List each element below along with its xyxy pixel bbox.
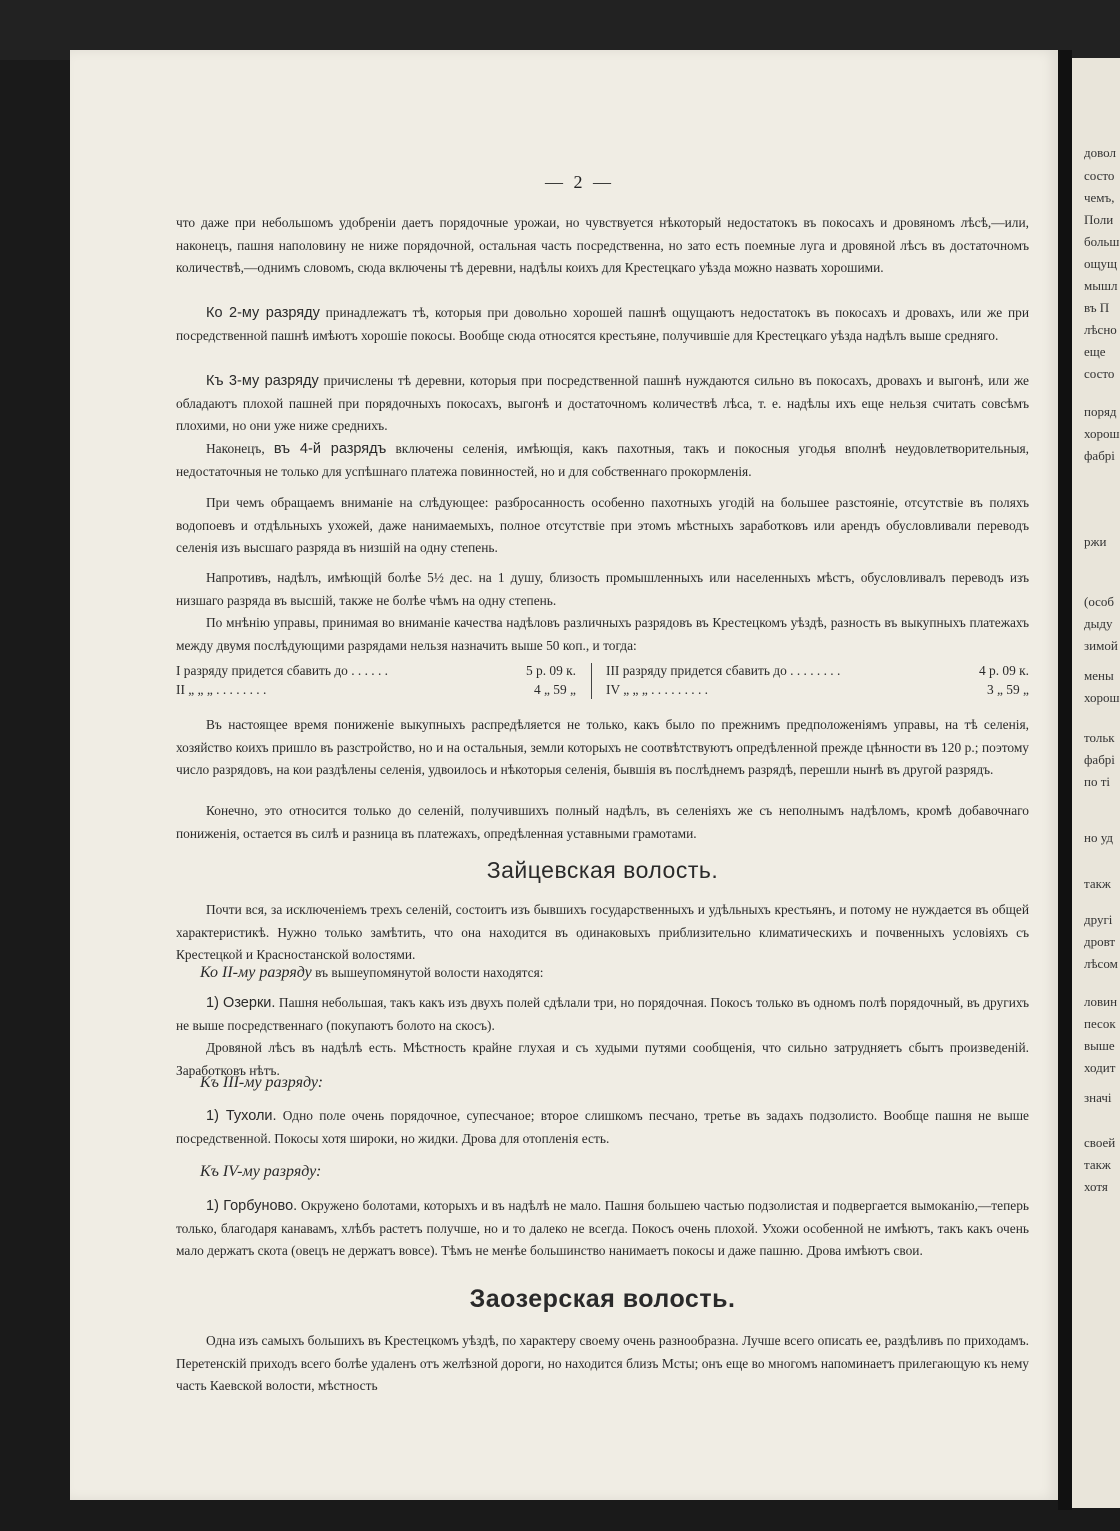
adjacent-page-text: выше (1084, 1038, 1115, 1053)
paragraph-text: Напротивъ, надѣлъ, имѣющій болѣе 5½ дес. на 1 душу, близость промышленныхъ или населенныхъ мѣстъ, обусловливалъ переводъ изъ низшаго разряда въ высшій, также не болѣе чѣмъ на одну степень. (176, 570, 1029, 608)
paragraph-text: Наконецъ, (206, 441, 274, 456)
adjacent-page-text: такж (1084, 876, 1111, 891)
section-heading-zaozerskaya: Заозерская волость. (469, 1285, 736, 1313)
paragraph-text: Пашня небольшая, такъ какъ изъ двухъ полей сдѣлали три, но порядочная. Покосъ только въ одномъ полѣ порядочный, въ другихъ не выше посредственнаго (покупаютъ болото на скосъ). (176, 995, 1030, 1033)
rate-row-3: III разряду придется сбавить до . . . . . . . . 4 р. 09 к. (606, 663, 1029, 678)
adjacent-page-text: другі (1084, 912, 1113, 927)
paragraph-category-3 (176, 370, 1029, 438)
adjacent-page-text: состо (1084, 168, 1115, 183)
paragraph-10 (176, 899, 1029, 967)
adjacent-page-text: значі (1084, 1090, 1112, 1105)
paragraph-category-2 (176, 302, 1029, 347)
village-name: 1) Горбуново. (206, 1198, 298, 1214)
adjacent-page-text: хорош (1084, 690, 1120, 705)
adjacent-page-text: мены (1084, 668, 1114, 683)
page-number: — 2 — (545, 172, 614, 192)
adjacent-page-text: ловин (1084, 994, 1118, 1009)
section-heading-zaitsevskaya: Зайцевская волость. (486, 857, 719, 883)
paragraph-text: Одна изъ самыхъ большихъ въ Крестецкомъ уѣздѣ, по характеру своему очень разнообразна. Лучше всего описать ее, раздѣливъ по приходамъ. Перетенскій приходъ всего болѣе удаленъ отъ желѣзной дороги, но находится близъ Мсты; онъ еще во многомъ напоминаетъ прилегающую къ нему часть Каевской волости, мѣстность (176, 1333, 1029, 1393)
paragraph-text: что даже при небольшомъ удобреніи даетъ порядочные урожаи, но чувствуется нѣкоторый недостатокъ въ покосахъ и дровяномъ лѣсѣ,—или, наконецъ, пашня наполовину не ниже порядочной, остальная часть посредственна, но зато есть поемные луга и дровяной лѣсъ въ достаточномъ количествѣ,—однимъ словомъ, сюда включены тѣ деревни, надѣлы коихъ для Крестецкаго уѣзда можно назвать хорошими. (176, 215, 1029, 275)
adjacent-page-text: еще (1084, 344, 1106, 359)
paragraph-text: По мнѣнію управы, принимая во вниманіе качества надѣловъ различныхъ разрядовъ въ Крестецкомъ уѣздѣ, разность въ выкупныхъ платежахъ между двумя послѣдующими разрядами нельзя назначить выше 50 коп., и тогда: (176, 615, 1029, 653)
adjacent-page-text: по ті (1084, 774, 1110, 789)
adjacent-page-text: зимой (1084, 638, 1118, 653)
rate-divider (591, 663, 592, 699)
paragraph-5 (176, 492, 1029, 560)
paragraph-7 (176, 612, 1029, 657)
adjacent-page-text: такж (1084, 1157, 1111, 1172)
adjacent-page-text: (особ (1084, 594, 1115, 609)
paragraph-11 (176, 1330, 1029, 1398)
paragraph-text: Въ настоящее время пониженіе выкупныхъ распредѣляется не только, какъ было по прежнимъ предположеніямъ управы, на тѣ селенія, хозяйство коихъ пришло въ разстройство, но и на остальныя, земли которыхъ не соотвѣтствуютъ опредѣленной прежде цѣнности въ 120 р.; поэтому число разрядовъ, на кои раздѣлены селенія, удвоилось и нѣкоторыя селенія, бывшія въ послѣднемъ разрядѣ, перешли нынѣ въ другой разрядъ. (176, 717, 1029, 777)
adjacent-page-text: хотя (1084, 1179, 1108, 1194)
paragraph-text: причислены тѣ деревни, которыя при посредственной пашнѣ нуждаются сильно въ покосахъ, дровахъ и выгонѣ, или же обладаютъ плохой пашней при порядочныхъ покосахъ, выгонѣ и достаточномъ количествѣ лѣса, т. е. надѣлы ихъ еще нельзя считать совсѣмъ плохими, но они уже ниже среднихъ. (176, 373, 1029, 433)
adjacent-page-text: песок (1084, 1016, 1116, 1031)
book-gutter (1058, 50, 1072, 1510)
adjacent-page-text: ощущ (1084, 256, 1118, 271)
adjacent-page-text: довол (1084, 145, 1116, 160)
adjacent-page-fragment (1072, 58, 1120, 1508)
paragraph-text: принадлежатъ тѣ, которыя при довольно хорошей пашнѣ ощущаютъ недостатокъ въ покосахъ и дровахъ, или же при посредственной пашнѣ имѣютъ хорошіе покосы. Вообще сюда относятся крестьяне, получившіе для Крестецкаго уѣзда надѣлъ выше средняго. (176, 305, 1029, 343)
paragraph-8 (176, 714, 1029, 782)
adjacent-page-text: ходит (1084, 1060, 1116, 1075)
adjacent-page-text: но уд (1084, 830, 1114, 845)
rate-row-4: IV „ „ „ . . . . . . . . . 3 „ 59 „ (606, 682, 1029, 697)
paragraph-6 (176, 567, 1029, 612)
subheading-category-4: Къ IV-му разряду: (200, 1163, 322, 1180)
adjacent-page-text: въ П (1084, 300, 1110, 315)
paragraph-9 (176, 800, 1029, 845)
adjacent-page-text: чемъ, (1084, 190, 1115, 205)
village-name: 1) Озерки. (206, 995, 276, 1011)
rate-row-1: I разряду придется сбавить до . . . . . . 5 р. 09 к. (176, 663, 576, 678)
adjacent-page-text: хорош (1084, 426, 1120, 441)
adjacent-page-text: ржи (1084, 534, 1107, 549)
adjacent-page-text: своей (1084, 1135, 1116, 1150)
item-tukholi (176, 1105, 1029, 1150)
adjacent-page-text: фабрі (1084, 752, 1115, 767)
adjacent-page-text: больш (1084, 234, 1120, 249)
paragraph-text: Окружено болотами, которыхъ и въ надѣлѣ не мало. Пашня большею частью подзолистая и подвергается вымоканію,—теперь только, благодаря канавамъ, хлѣбъ растетъ получше, но и то далеко не всегда. Покосъ очень плохой. Ухожи особенной не имѣютъ, такъ какъ очень мало держатъ скота (овецъ не держатъ вовсе). Тѣмъ не менѣе большинство нанимаетъ покосы и даже пашню. Дрова имѣютъ свои. (176, 1198, 1030, 1258)
item-gorbunovo (176, 1195, 1029, 1263)
category-label: въ 4-й разрядъ (273, 441, 387, 457)
adjacent-page-text: лѣсом (1084, 956, 1118, 971)
adjacent-page-text: дровт (1084, 934, 1116, 949)
rate-row-2: II „ „ „ . . . . . . . . 4 „ 59 „ (176, 682, 576, 697)
category-label: Ко 2-му разряду (206, 305, 320, 321)
adjacent-page-text: фабрі (1084, 448, 1115, 463)
item-ozerki (176, 992, 1029, 1082)
adjacent-page-text: лѣсно (1084, 322, 1117, 337)
paragraph-text: Конечно, это относится только до селеній, получившихъ полный надѣлъ, въ селеніяхъ же съ неполнымъ надѣломъ, кромѣ добавочнаго пониженія, остается въ силѣ и разница въ платежахъ, опредѣленная уставными грамотами. (176, 803, 1029, 841)
adjacent-page-text: дыду (1084, 616, 1113, 631)
adjacent-page-text: поряд (1084, 404, 1117, 419)
paragraph-text: Одно поле очень порядочное, супесчаное; второе слишкомъ песчано, третье въ задахъ подзолисто. Вообще пашня не выше посредственной. Покосы хотя широки, но жидки. Дрова для отопленія есть. (176, 1108, 1029, 1146)
category-label: Къ 3-му разряду (206, 373, 319, 389)
adjacent-page-text: тольк (1084, 730, 1115, 745)
adjacent-page-text: Поли (1084, 212, 1114, 227)
paragraph-text: Почти вся, за исключеніемъ трехъ селеній, состоитъ изъ бывшихъ государственныхъ и удѣльныхъ крестьянъ, и потому не нуждается въ общей характеристикѣ. Нужно только замѣтить, что она находится въ одинаковыхъ приблизительно климатическихъ и почвенныхъ условіяхъ съ Крестецкой и Красностанской волостями. (176, 902, 1029, 962)
paragraph-text: Дровяной лѣсъ въ надѣлѣ есть. Мѣстность крайне глухая и съ худыми путями сообщенія, что сильно затрудняетъ сбытъ произведеній. Заработковъ нѣтъ. (176, 1040, 1029, 1078)
adjacent-page-text: мышл (1084, 278, 1118, 293)
adjacent-page-text: состо (1084, 366, 1115, 381)
subheading-category-3: Къ III-му разряду: (200, 1074, 324, 1091)
paragraph-text: включены селенія, имѣющія, какъ пахотныя, такъ и покосныя угодья вполнѣ неудовлетворительныя, недостаточныя не только для успѣшнаго платежа повинностей, но и для собственнаго прокормленія. (176, 441, 1029, 479)
paragraph-text: При чемъ обращаемъ вниманіе на слѣдующее: разбросанность особенно пахотныхъ угодій на большее разстояніе, отсутствіе въ поляхъ водопоевъ и отдѣльныхъ ухожей, даже нанимаемыхъ, полное отсутствіе при этомъ мѣстныхъ заработковъ или арендъ обусловливали переводъ селенія изъ высшаго разряда въ низшій на одну степень. (176, 495, 1029, 555)
paragraph-1 (176, 212, 1029, 280)
subheading-category-2: Ко II-му разряду въ вышеупомянутой волости находятся: (200, 964, 544, 981)
village-name: 1) Тухоли. (206, 1108, 277, 1124)
paragraph-category-4 (176, 438, 1029, 483)
